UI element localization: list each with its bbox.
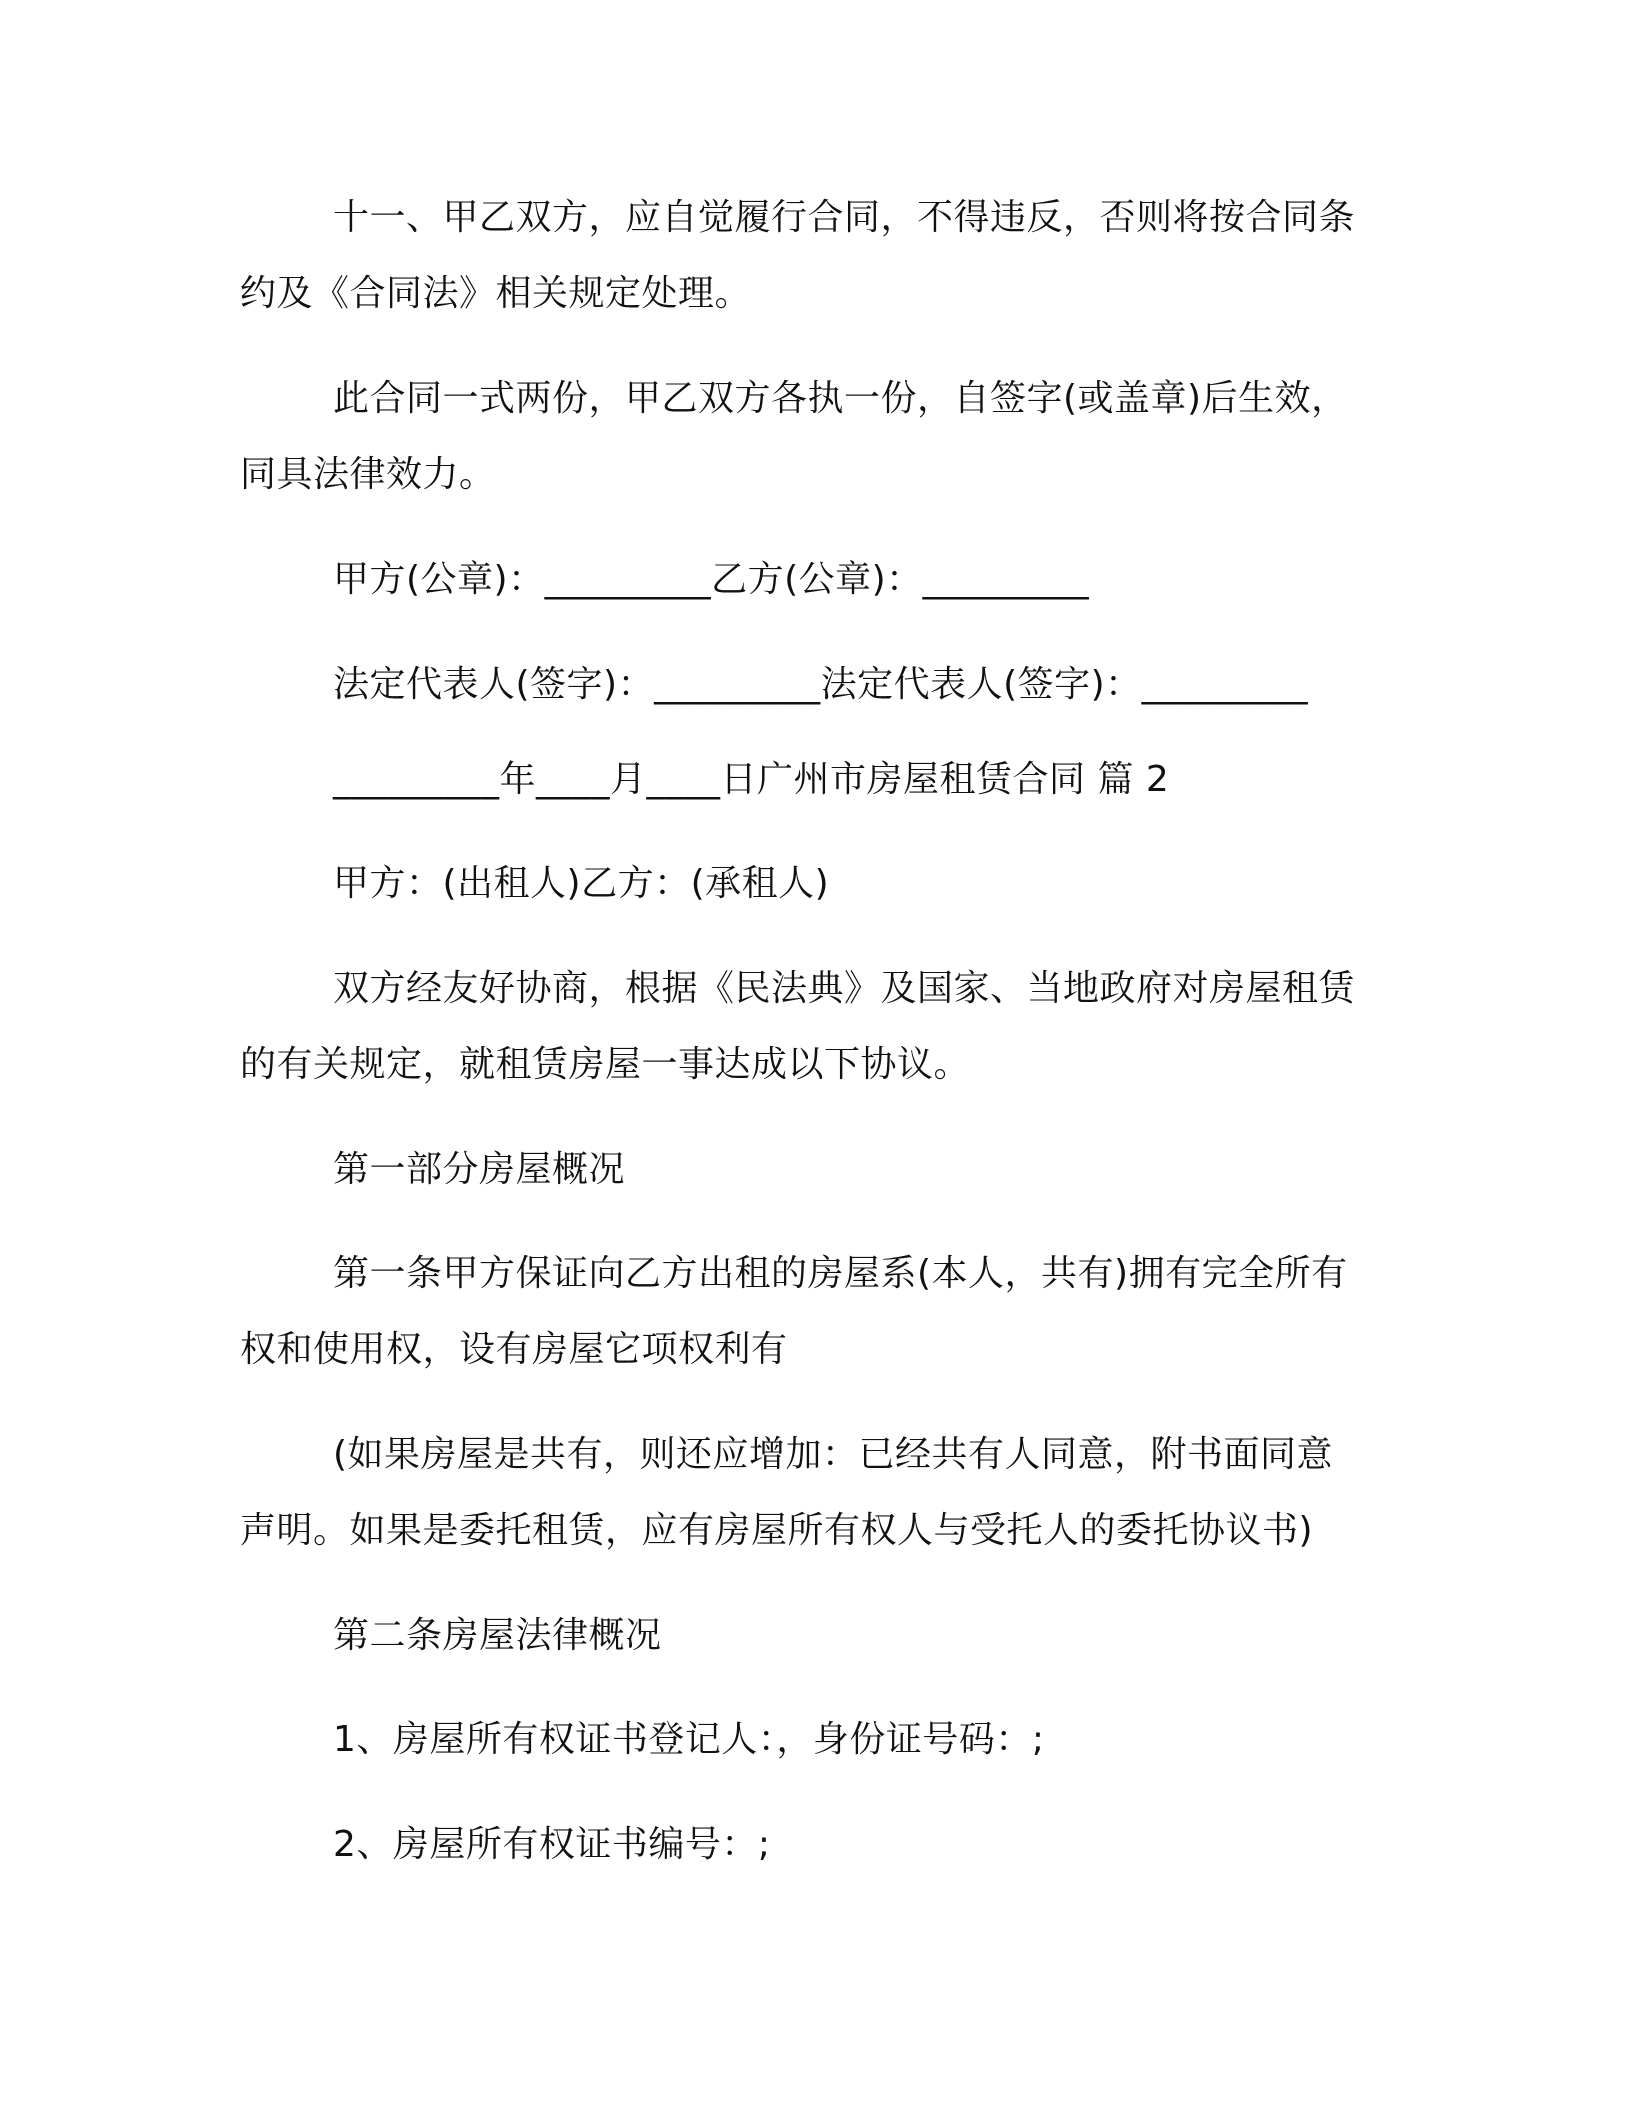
article-two-heading: 第二条房屋法律概况 xyxy=(333,1615,662,1656)
para-7-line-1: 双方经友好协商，根据《民法典》及国家、当地政府对房屋租赁 xyxy=(333,968,1356,1009)
para-9-line-2: 权和使用权，设有房屋它项权利有 xyxy=(240,1329,788,1370)
para-7-line-2: 的有关规定，就租赁房屋一事达成以下协议。 xyxy=(240,1044,971,1085)
para-1-line-1: 十一、甲乙双方，应自觉履行合同，不得违反，否则将按合同条 xyxy=(333,197,1356,238)
item-1-owner-id: 1、房屋所有权证书登记人：，身份证号码：; xyxy=(333,1719,1045,1760)
para-9-line-1: 第一条甲方保证向乙方出租的房屋系(本人，共有)拥有完全所有 xyxy=(333,1253,1348,1294)
parties-line: 甲方：(出租人)乙方：(承租人) xyxy=(333,863,830,904)
signature-legal-representatives: 法定代表人(签字)：_________法定代表人(签字)：_________ xyxy=(333,664,1309,705)
para-2-line-2: 同具法律效力。 xyxy=(240,454,496,495)
item-2-certificate-number: 2、房屋所有权证书编号：; xyxy=(333,1824,771,1865)
para-10-line-1: (如果房屋是共有，则还应增加：已经共有人同意，附书面同意 xyxy=(333,1434,1334,1475)
para-2-line-1: 此合同一式两份，甲乙双方各执一份，自签字(或盖章)后生效， xyxy=(333,378,1348,419)
para-10-line-2: 声明。如果是委托租赁，应有房屋所有权人与受托人的委托协议书) xyxy=(240,1510,1314,1551)
signature-company-seals: 甲方(公章)：_________乙方(公章)：_________ xyxy=(333,559,1090,600)
section-heading-part-one: 第一部分房屋概况 xyxy=(333,1149,626,1190)
para-1-line-2: 约及《合同法》相关规定处理。 xyxy=(240,273,752,314)
date-and-section-title: _________年____月____日广州市房屋租赁合同 篇 2 xyxy=(333,759,1170,800)
